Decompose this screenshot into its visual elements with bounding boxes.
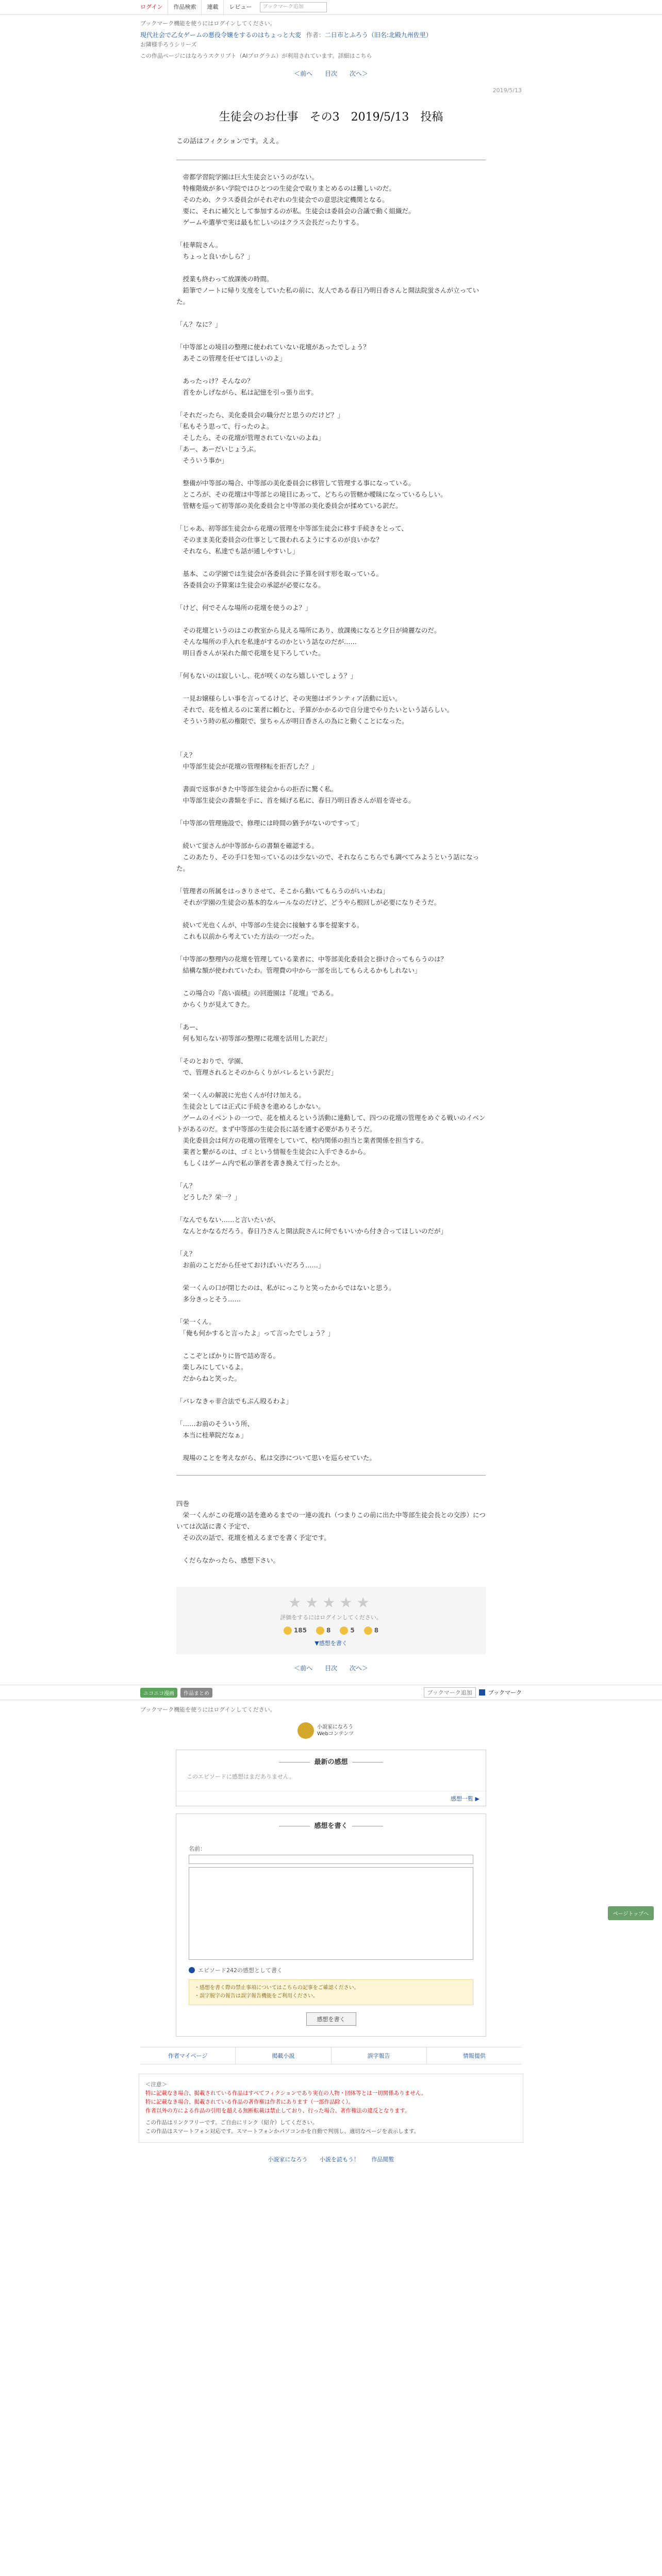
episode-body [176,160,486,1464]
body-paragraph [176,1384,486,1396]
body-paragraph: あったっけ？そんなの？ [176,377,254,385]
body-paragraph: 首をかしげながら、私は記憶を引っ張り出す。 [176,388,318,396]
body-paragraph: それが学園の生徒会の基本的なルールなのだけど、どうやら根回しが必要になりそうだ。 [176,899,441,906]
body-paragraph: 鉛筆でノートに帰り支度をしていた私の前に、友人である春日乃明日香さんと開法院蛍さんが立っていた。 [176,286,479,306]
body-paragraph [176,512,486,523]
body-paragraph: 「けど、何でそんな場所の花壇を使うのよ？」 [176,604,312,612]
body-paragraph: 栄一くんの解説に光也くんが付け加える。 [176,1091,306,1099]
bookmark-icon [479,1689,485,1696]
body-paragraph: そういう事か」 [176,456,228,464]
post-date: 2019/5/13 [492,87,522,94]
body-paragraph: 「あー、あーだいじょうぶ。 [176,445,260,453]
body-paragraph: 授業も終わって放課後の時間。 [176,275,273,283]
body-paragraph: 結構な額が使われていたわ。管理費の中から一部を出してもらえるかもしれない」 [176,967,421,974]
body-paragraph: 特権階級が多い学院ではひとつの生徒会で取りまとめるのは難しいのだ。 [176,184,395,192]
rating-hint: 評価をするにはログインしてください。 [280,1614,382,1621]
afterword-paragraph [176,1487,486,1498]
body-paragraph: からくりが見えてきた。 [176,1001,254,1008]
body-paragraph: 生徒会としては正式に手続きを進めるしかない。 [176,1103,325,1110]
pager-next-bottom[interactable]: 次へ＞ [349,1665,368,1672]
reaction-3[interactable]: 5 [340,1626,354,1635]
body-paragraph: だからねと笑った。 [176,1375,241,1382]
body-paragraph: 「中等部との境目の整理に使われていない花壇があったでしょう？ [176,343,370,351]
body-paragraph [176,1203,486,1214]
body-paragraph: 「桂華院さん。 [176,241,222,249]
body-paragraph: そのため、クラス委員会がそれぞれの生徒会での意思決定機関となる。 [176,196,389,204]
body-paragraph [176,1407,486,1418]
body-paragraph: 多分きっとそう…… [176,1295,241,1303]
notes-area [140,19,522,60]
pager-toc-bottom[interactable]: 目次 [324,1665,337,1672]
nav-login[interactable]: ログイン [140,4,163,10]
episode-title: 生徒会のお仕事 その3 2019/5/13 投稿 [219,111,443,124]
body-paragraph: 「……お前のそういう所、 [176,1420,254,1428]
body-paragraph [176,557,486,568]
nav-search[interactable]: 作品検索 [168,0,201,14]
reaction-4[interactable]: 8 [364,1626,378,1635]
body-paragraph: ちょっと良いかしら？」 [176,252,254,260]
body-paragraph [176,1271,486,1282]
body-paragraph [176,829,486,840]
body-paragraph: 「それだったら、美化委員会の職分だと思うのだけど？」 [176,411,344,419]
footer-info[interactable]: 情報提供 [426,2047,522,2064]
body-paragraph: 「あー、 [176,1023,202,1031]
afterword-paragraph: くだらなかったら、感想下さい。 [176,1556,280,1564]
footer-links [140,2047,522,2064]
body-paragraph: もしくはゲーム内で私の筆者を書き換えて行ったとか。 [176,1159,344,1167]
body-paragraph: 続いて光也くんが、中等部の生徒会に接触する事を提案する。 [176,921,363,929]
pager-prev-bottom[interactable]: ＜前へ [294,1665,313,1672]
body-paragraph: そんな場所の手入れを私達がするのかという話なのだが…… [176,638,357,646]
series-label: お隣様手ろうシリーズ [140,41,197,48]
review-warning: ・感想を書く際の禁止事項についてはこちらの記事をご確認ください。 ・誤字脱字の報告は誤字報告機能をご利用ください。 [189,1979,473,2005]
body-paragraph: 整備が中等部の場合、中等部の美化委員会に移管して管理する事になっている。 [176,479,415,487]
body-paragraph: 「そのとおりで、学園、 [176,1057,247,1065]
footer-typo[interactable]: 誤字報告 [331,2047,426,2064]
pager-next[interactable]: 次へ＞ [349,70,368,77]
body-paragraph: これも以前から考えていた方法の一つだった。 [176,933,319,940]
pager-toc[interactable]: 目次 [324,70,337,77]
body-paragraph: 中等部生徒会が花壇の管理移転を拒否した？」 [176,762,319,770]
body-paragraph [176,364,486,376]
body-paragraph [176,942,486,954]
body-paragraph: 「え？ [176,751,196,759]
body-paragraph: 各委員会の予算案は生徒会の承認が必要になる。 [176,581,325,589]
bottom-nav-yomou[interactable]: 小説を読もう！ [320,2156,359,2163]
work-title-line [140,30,522,39]
body-paragraph: 「栄一くん。 [176,1318,216,1326]
body-paragraph: 何も知らない初等部の整理に花壇を活用した訳だ」 [176,1035,332,1042]
body-paragraph [176,806,486,818]
body-paragraph [176,976,486,988]
name-label: 名前： [189,1845,206,1852]
bookmark-area [424,1687,522,1698]
body-paragraph: この場合の『高い面積』の回遊園は『花壇』である。 [176,989,338,997]
bottom-nav [0,2155,662,2163]
body-paragraph [176,1441,486,1452]
preface: この話はフィクションです。ええ。 [176,129,486,160]
rating-stars[interactable]: ★★★★★ [288,1594,374,1611]
body-paragraph [176,908,486,920]
body-paragraph: 「え？ [176,1250,196,1258]
body-paragraph: そしたら、その花壇が管理されていないのよね」 [176,434,325,442]
body-paragraph: 帝都学習院学園は巨大生徒会というのがない。 [176,173,319,181]
body-paragraph: 「パレなきゃ非合法でもぶん殴るわよ」 [176,1397,293,1405]
afterword-paragraph: その次の話で、花壇を植えるまでを書く予定です。 [176,1534,330,1541]
body-paragraph [176,727,486,738]
body-paragraph [176,1237,486,1248]
bookmark-login-note-bottom: ブックマーク機能を使うにはログインしてください。 [140,1706,276,1713]
page-top-button[interactable]: ページトップへ [608,1906,654,1920]
review-textarea[interactable] [189,1867,473,1960]
review-form [176,1814,486,2037]
submit-review-button[interactable]: 感想を書く [306,2012,356,2026]
clap-icon [364,1626,372,1635]
body-paragraph: 「ん？ [176,1182,196,1190]
body-paragraph: 「じゃあ、初等部生徒会から花壇の管理を中等部生徒会に移す手続きをとって、 [176,524,408,532]
body-paragraph: どうした？栄一？」 [176,1193,241,1201]
body-paragraph: 要に、それに補欠として参加するのが私。生徒会は委員会の合議で動く組織だ。 [176,207,415,215]
site-logo[interactable] [297,1719,365,1742]
body-paragraph [176,682,486,693]
work-title-link[interactable]: 現代社会で乙女ゲームの悪役令嬢をするのはちょっと大変 [140,31,302,39]
afterword-paragraph: 四巻 [176,1500,190,1507]
bookmark-add-button[interactable]: ブックマーク追加 [260,2,327,12]
pager-bottom [140,1664,522,1672]
body-paragraph: 続いて蛍さんが中等部からの書類を確認する。 [176,842,319,850]
write-review-link[interactable]: ▼感想を書く [315,1640,347,1647]
body-paragraph: そういう時の私の権限で、蛍ちゃんが明日香さんの為にと動くことになった。 [176,717,408,725]
name-input[interactable] [189,1855,473,1864]
body-paragraph: 「中等部の整理内の花壇を管理している業者に、中等部美化委員会と掛け合ってもらうのは？ [176,955,448,963]
body-paragraph [176,308,486,319]
body-paragraph: その花壇というのはこの教室から見える場所にあり、放課後になると夕日が綺麗なのだ。 [176,626,441,634]
body-paragraph [176,738,486,750]
body-paragraph [176,1044,486,1056]
body-paragraph [176,262,486,274]
body-paragraph: 「ん？なに？」 [176,320,222,328]
body-paragraph [176,874,486,886]
bottom-toolbar [0,1685,662,1700]
body-paragraph: 基本、この学園では生徒会が各委員会に予算を回す形を取っている。 [176,570,383,578]
body-paragraph [176,1169,486,1180]
reviews-list-link[interactable]: 感想一覧 ▶ [451,1795,479,1802]
body-paragraph [176,1010,486,1022]
reaction-row [176,1626,486,1635]
latest-reviews [176,1750,486,1806]
body-paragraph: ゲームのイベントの一つで、花を植えるという活動に連動して、四つの花壇の管理をめぐる戦いのイベントがあるのだ。まず中等部の生徒会長に話を通す必要がありそうだ。 [176,1114,486,1133]
summary-pill[interactable]: 作品まとめ [180,1688,212,1698]
reaction-1[interactable]: 185 [284,1626,307,1635]
niconico-pill[interactable]: ニコニコ漫画 [140,1688,177,1698]
body-paragraph: 楽しみにしているよ。 [176,1363,247,1371]
ai-notice: この作品ページにはなろうスクリプト（AIプログラム）が利用されています。詳細はこちら [140,53,372,59]
body-paragraph [176,1078,486,1090]
bookmark-add-button-bottom[interactable]: ブックマーク追加 [424,1687,476,1698]
body-paragraph: 「中等部の管理施設で、修理には時間の猶予がないのですって」 [176,819,363,827]
body-paragraph: お前のことだから任せておけばいいだろう……」 [176,1261,325,1269]
body-paragraph: 「何もないのは寂しいし、花が咲くのなら嬉しいでしょう？」 [176,672,357,680]
body-paragraph: このあたり、その手口を知っているのは少ないので、それならこちらでも調べてみようという話になった。 [176,853,479,872]
body-paragraph: 中等部生徒会の書類を手に、首を傾げる私に、春日乃明日香さんが眉を寄せる。 [176,796,415,804]
author-prefix: 作者： [306,31,325,39]
bookmark-label[interactable]: ブックマーク [488,1689,522,1696]
body-paragraph: 一見お嬢様らしい事を言ってるけど、その実態はボランティア活動に近い。 [176,694,402,702]
body-paragraph [176,228,486,240]
afterword-paragraph [176,1544,486,1555]
body-paragraph [176,466,486,478]
author-link[interactable]: 二日市とふろう（旧名:北殿九州佐里） [324,31,432,39]
body-paragraph: 「私もそう思って、行ったのよ。 [176,422,273,430]
body-paragraph: ゲームや選挙で実は最も忙しいのはクラス会長だったりする。 [176,218,363,226]
body-paragraph [176,1305,486,1316]
footer-author-page[interactable]: 作者マイページ [168,2053,208,2059]
body-paragraph: ここぞとばかりに皆で詰め寄る。 [176,1352,280,1360]
body-paragraph: ところが、その花壇は中等部との境目にあって、どちらの管轄か曖昧になっているらしい。 [176,490,447,498]
nav-serial[interactable]: 連載 [201,0,223,14]
afterword-paragraph: 栄一くんがこの花壇の話を進めるまでの一連の流れ（つまりこの前に出た中等部生徒会長との交渉）については次話に書く予定で、 [176,1511,486,1530]
body-paragraph: なんとかなるだろう。春日乃さんと開法院さんに何でもいいから付き合ってほしいのだが」 [176,1227,448,1235]
seal-icon [297,1722,314,1739]
body-paragraph [176,772,486,784]
body-paragraph [176,591,486,602]
body-paragraph: 「管理者の所属をはっきりさせて、そこから動いてもらうのがいいわね」 [176,887,389,895]
body-paragraph: そのまま美化委員会の仕事として扱われるようにするのが良いかな？ [176,536,383,544]
body-paragraph: それで、花を植えるのに業者に頼むと、予算がかかるので自分達でやりたいという話らしい。 [176,706,454,714]
episode-radio-label: エピソード242の感想として書く [198,1967,283,1974]
body-paragraph [176,659,486,670]
bottom-nav-syosetu[interactable]: 小説家になろう [268,2156,308,2163]
laugh-icon [316,1626,324,1635]
form-heading: 感想を書く [314,1822,348,1830]
cry-icon [340,1626,348,1635]
body-paragraph [176,614,486,625]
body-paragraph: 美化委員会は何方の花壇の管理をしていて、校内関係の担当と業者関係を担当する。 [176,1137,428,1144]
body-paragraph: 「なんでもない……と言いたいが、 [176,1216,280,1224]
bottom-nav-works[interactable]: 作品閲覧 [371,2156,394,2163]
smile-icon [284,1626,292,1635]
body-paragraph: で、管理されるとそのからくりがバレるという訳だ」 [176,1069,338,1076]
body-paragraph [176,330,486,342]
body-paragraph: 「俺も何かすると言ったよ」って言ったでしょう？」 [176,1329,335,1337]
body-paragraph: 現場のことを考えながら、私は交渉について思いを巡らせていた。 [176,1454,376,1462]
episode-radio[interactable] [189,1967,195,1973]
body-paragraph: 明日香さんが呆れた顔で花壇を見下ろしていた。 [176,649,325,657]
body-paragraph: 業者と繋がるのは、ゴミという情報を生徒会に入手できるから。 [176,1148,370,1156]
body-paragraph: あそこの管理を任せてほしいのよ」 [176,354,286,362]
pager-prev[interactable]: ＜前へ [294,70,313,77]
body-paragraph: それなら、私達でも話が通しやすいし」 [176,547,299,555]
rating-area [176,1587,486,1654]
body-paragraph [176,1339,486,1350]
bookmark-login-note: ブックマーク機能を使うにはログインしてください。 [140,20,276,27]
footer-novels[interactable]: 掲載小説 [235,2047,330,2064]
latest-heading: 最新の感想 [314,1758,348,1766]
pager-top [140,69,522,78]
reaction-2[interactable]: 8 [316,1626,330,1635]
afterword [176,1475,486,1566]
nav-review[interactable]: レビュー [223,0,257,14]
body-paragraph: 管轄を巡って初等部の美化委員会と中等部の美化委員会が揉めている訳だ。 [176,502,402,510]
body-paragraph [176,398,486,410]
top-nav [0,0,662,15]
latest-empty: このエピソードに感想はまだありません。 [176,1772,486,1791]
logo-text: 小説家になろう Webコンテンツ [317,1724,354,1737]
body-paragraph [176,160,486,172]
body-paragraph: 栄一くんの口が閉じたのは、私がにっこりと笑ったからではないと思う。 [176,1284,395,1292]
notice-box: ＜注意＞ 特に記載なき場合、掲載されている作品はすべてフィクションであり実在の人物・団体等とは一切関係ありません。 特に記載なき場合、掲載されている作品の著作権は作者にあります（一部作品除く）。 作者以外の方による作品の引用を超える無断転載は禁止しており、行った場合、著作権法の違反となります。 この作品はリンクフリーです。ご自由にリンク（紹介）してください。 この作品はスマートフォン対応です。スマートフォンかパソコンかを自動で判別し、適切なページを表示します。 [139,2074,523,2143]
body-paragraph: 書面で返事がきた中等部生徒会からの拒否に驚く私。 [176,785,338,793]
body-paragraph: 本当に桂華院だなぁ」 [176,1431,247,1439]
